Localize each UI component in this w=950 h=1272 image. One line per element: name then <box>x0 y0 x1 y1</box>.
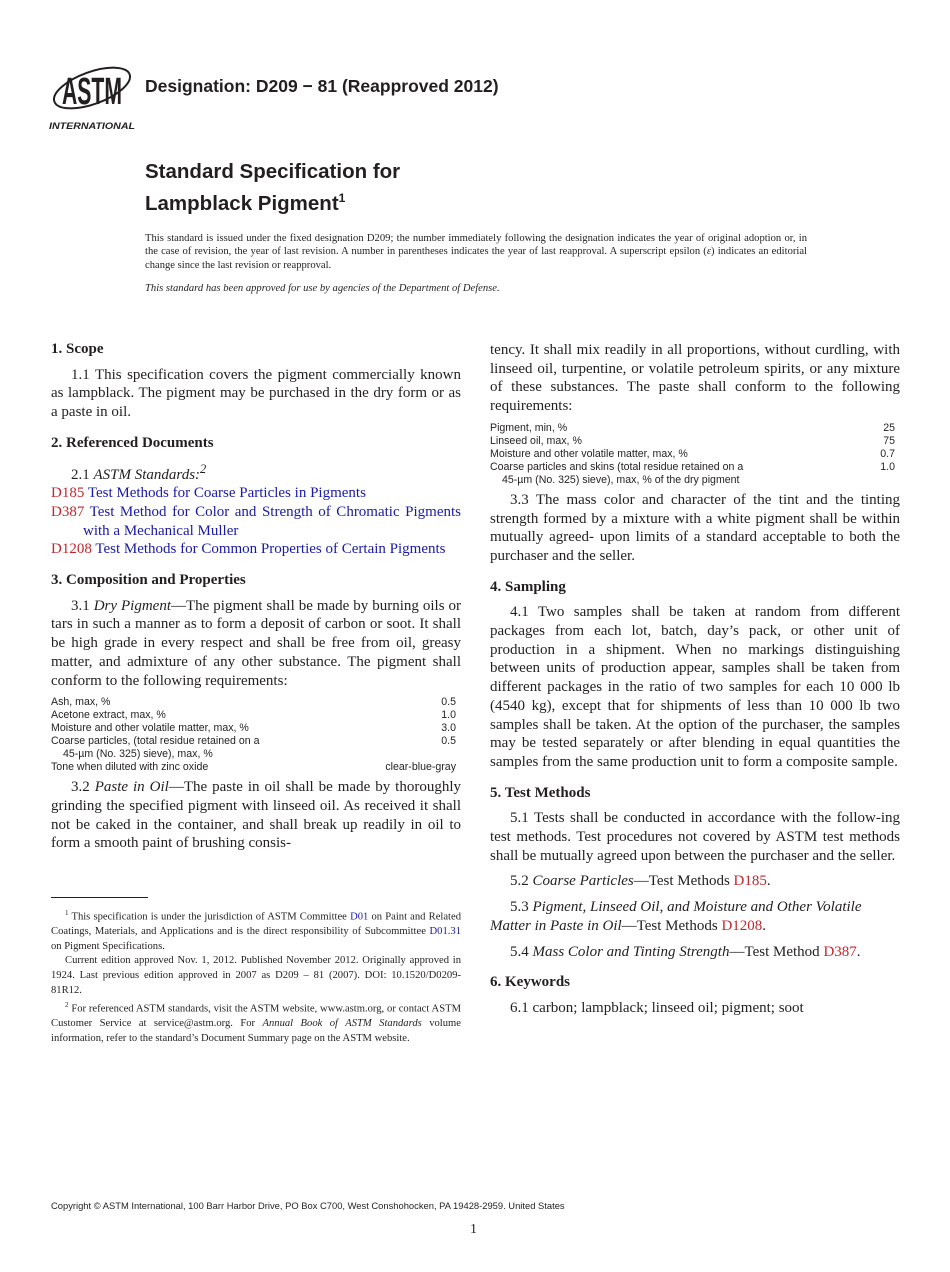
num: 3.1 <box>71 597 94 614</box>
epsilon: ε <box>706 246 711 258</box>
intro-notice <box>145 232 807 296</box>
label: Pigment, Linseed Oil, and Moisture and Other Volatile Matter in Paste in Oil <box>490 899 862 934</box>
heading-referenced-documents: 2. Referenced Documents <box>51 434 214 451</box>
paragraph-3-3: 3.3 The mass color and character of the tint and the tinting strength formed by a mixture with a white pigment shall be within mutually agreed- upon limits of a standard acceptable to both the purchaser and the seller. <box>490 491 900 564</box>
dry-pigment-label: Dry Pigment <box>93 597 171 614</box>
paragraph-2-1 <box>51 460 461 485</box>
req-value: 0.5 <box>441 696 456 709</box>
dry-pigment-requirements-table <box>51 696 461 774</box>
paragraph-3-1 <box>51 597 461 691</box>
period: . <box>762 917 767 934</box>
req-label: Coarse particles and skins (total residue retained on a <box>490 460 744 473</box>
reference-code-link[interactable]: D1208 <box>51 541 92 558</box>
reference-title-link[interactable]: Test Methods for Common Properties of Certain Pigments <box>95 541 446 558</box>
astm-logo <box>48 58 136 134</box>
period: . <box>766 873 771 890</box>
req-label: Pigment, min, % <box>490 421 568 434</box>
req-label-cont: 45-µm (No. 325) sieve), max, % <box>63 748 213 761</box>
heading-sampling: 4. Sampling <box>490 578 566 595</box>
footnote-edition: Current edition approved Nov. 1, 2012. Published November 2012. Originally approved in 1924. Last previous edition approved in 2007 as D209 – 81 (2007). DOI: 10.1520/D0209-81R12. <box>51 955 461 996</box>
copyright: Copyright © ASTM International, 100 Barr Harbor Drive, PO Box C700, West Conshohocken, PA 19428-2959. United States <box>51 1200 565 1211</box>
req-value: 0.7 <box>880 447 895 460</box>
footnote-mark: 1 <box>65 909 69 917</box>
notice-text: This standard is issued under the fixed designation D209; the number immediately following the designation indicates the year of original adoption or, in the case of revision, the year of last revision. A number in parentheses indicates the year of last reapproval. A superscript epsilon ( <box>145 233 807 258</box>
paragraph-1-1: 1.1 This specification covers the pigment commercially known as lampblack. The pigment may be purchased in the dry form or as a paste in oil. <box>51 366 461 421</box>
table-row <box>51 761 461 774</box>
subcommittee-link[interactable]: D01.31 <box>429 926 461 938</box>
table-row <box>51 722 461 735</box>
num: 3.2 <box>71 779 95 796</box>
req-value: 75 <box>883 434 895 447</box>
paragraph-5-2 <box>490 872 900 891</box>
text: For referenced ASTM standards, visit the ASTM website, www.astm.org, or contact ASTM Customer Service at service@astm.org. For <box>51 1003 461 1030</box>
heading-scope: 1. Scope <box>51 341 104 357</box>
reference-code-link[interactable]: D185 <box>51 485 85 502</box>
table-row <box>51 696 461 709</box>
req-label: Moisture and other volatile matter, max, % <box>490 447 688 460</box>
req-value: clear-blue-gray <box>385 761 456 774</box>
reference-item[interactable] <box>51 503 461 540</box>
paste-requirements-table <box>490 422 900 487</box>
req-label-cont: 45-µm (No. 325) sieve), max, % of the dry pigment <box>502 473 740 486</box>
req-label: Acetone extract, max, % <box>51 709 166 722</box>
label: Mass Color and Tinting Strength <box>532 943 730 960</box>
table-row <box>490 422 900 435</box>
reference-link[interactable]: D185 <box>733 873 767 890</box>
table-row <box>490 448 900 461</box>
reference-link[interactable]: D1208 <box>721 917 763 934</box>
reference-item[interactable] <box>51 484 461 503</box>
table-row <box>490 474 900 487</box>
text: —Test Methods <box>633 873 734 890</box>
footnote-mark: 2 <box>65 1001 69 1010</box>
table-row <box>51 709 461 722</box>
heading-keywords: 6. Keywords <box>490 974 570 991</box>
heading-test-methods: 5. Test Methods <box>490 784 591 801</box>
paragraph-3-2 <box>51 778 461 853</box>
left-column <box>51 340 461 853</box>
footnote-divider <box>51 897 148 898</box>
right-column <box>490 341 900 1018</box>
title-line-2: Lampblack Pigment <box>145 191 339 215</box>
req-label: Tone when diluted with zinc oxide <box>51 761 209 774</box>
table-row <box>51 748 461 761</box>
title-line-1: Standard Specification for <box>145 160 401 183</box>
notice-text-end: ) indicates an editorial change since the last revision or reapproval. <box>145 246 807 271</box>
text: —The paste in oil shall be made by thoroughly grinding the specified pigment with linseed oil. As received it shall not be caked in the container, and shall break up readily in oil to form a smooth paint of brushing consis- <box>51 779 461 852</box>
text: on Pigment Specifications. <box>51 940 165 952</box>
footnote-1 <box>51 906 461 954</box>
dod-approval: This standard has been approved for use by agencies of the Department of Defense. <box>145 283 500 295</box>
table-row <box>51 735 461 748</box>
svg-text:ASTM: ASTM <box>62 71 122 113</box>
paragraph-5-1: 5.1 Tests shall be conducted in accordance with the follow-ing test methods. Test procedures not covered by ASTM test methods shall be mutually agreed upon between the purchaser and the seller. <box>490 810 900 864</box>
svg-text:INTERNATIONAL: INTERNATIONAL <box>49 121 136 132</box>
annual-book-title: Annual Book of ASTM Standards <box>262 1018 422 1030</box>
text: —The pigment shall be made by burning oils or tars in such a manner as to form a deposit of carbon or soot. It shall be high grade in every respect and shall be free from oil, greasy matter, and admixture of any other substance. The pigment shall conform to the following requirements: <box>51 597 461 689</box>
reference-link[interactable]: D387 <box>823 943 857 960</box>
num: 2.1 <box>71 466 94 483</box>
req-value: 1.0 <box>880 460 895 473</box>
req-value: 0.5 <box>441 735 456 748</box>
footnotes <box>51 906 461 1046</box>
num: 5.2 <box>510 873 533 890</box>
table-row <box>490 435 900 448</box>
req-label: Ash, max, % <box>51 696 111 709</box>
committee-link[interactable]: D01 <box>350 911 369 923</box>
paragraph-5-4 <box>490 943 900 962</box>
req-value: 25 <box>883 421 895 434</box>
page-title <box>145 159 400 217</box>
designation: Designation: D209 − 81 (Reapproved 2012) <box>145 76 499 96</box>
footnote-mark: 2 <box>200 461 207 476</box>
num: 5.4 <box>510 943 533 960</box>
req-label: Linseed oil, max, % <box>490 434 582 447</box>
text: —Test Method <box>729 943 824 960</box>
label: Coarse Particles <box>532 873 634 890</box>
paragraph-3-2-continued: tency. It shall mix readily in all proportions, without curdling, with linseed oil, turpentine, or volatile petroleum spirits, or any mixture of these substances. The paste shall conform to the following requirements: <box>490 342 900 415</box>
heading-composition: 3. Composition and Properties <box>51 572 246 589</box>
num: 5.3 <box>510 899 533 916</box>
req-label: Coarse particles, (total residue retained on a <box>51 735 260 748</box>
reference-code-link[interactable]: D387 <box>51 503 85 520</box>
paragraph-5-3 <box>490 898 900 935</box>
paste-in-oil-label: Paste in Oil <box>94 779 169 796</box>
astm-standards-label: ASTM Standards: <box>93 466 201 483</box>
paragraph-4-1: 4.1 Two samples shall be taken at random from different packages from each lot, batch, day’s pack, or other unit of production in a shipment. When no markings distinguishing between units of production appear, samples shall be taken from different packages in the ratio of two samples for each 10 000 lb (4540 kg), except that for shipments of less than 10 000 lb two samples shall be taken. At the option of the purchaser, the samples may be tested separately or after blending in equal quantities the samples from the same production unit to form a composite sample. <box>490 604 900 770</box>
title-footnote-mark: 1 <box>338 191 346 205</box>
reference-item[interactable] <box>51 540 461 559</box>
req-value: 3.0 <box>441 722 456 735</box>
req-value: 1.0 <box>441 709 456 722</box>
text: —Test Methods <box>621 917 722 934</box>
req-label: Moisture and other volatile matter, max, % <box>51 722 249 735</box>
reference-title-link[interactable]: Test Method for Color and Strength of Chromatic Pigments with a Mechanical Muller <box>83 503 461 539</box>
page-number: 1 <box>470 1222 477 1237</box>
text: This specification is under the jurisdiction of ASTM Committee <box>68 911 351 923</box>
text: on Paint and Related Coatings, Materials, and Applications and is the direct responsibility of Subcommittee <box>51 911 461 938</box>
reference-title-link[interactable]: Test Methods for Coarse Particles in Pigments <box>87 485 366 502</box>
text: volume information, refer to the standard’s Document Summary page on the ASTM website. <box>51 1018 461 1044</box>
paragraph-6-1: 6.1 carbon; lampblack; linseed oil; pigment; soot <box>510 999 804 1016</box>
table-row <box>490 461 900 474</box>
footnote-2 <box>51 998 461 1046</box>
period: . <box>856 943 861 960</box>
